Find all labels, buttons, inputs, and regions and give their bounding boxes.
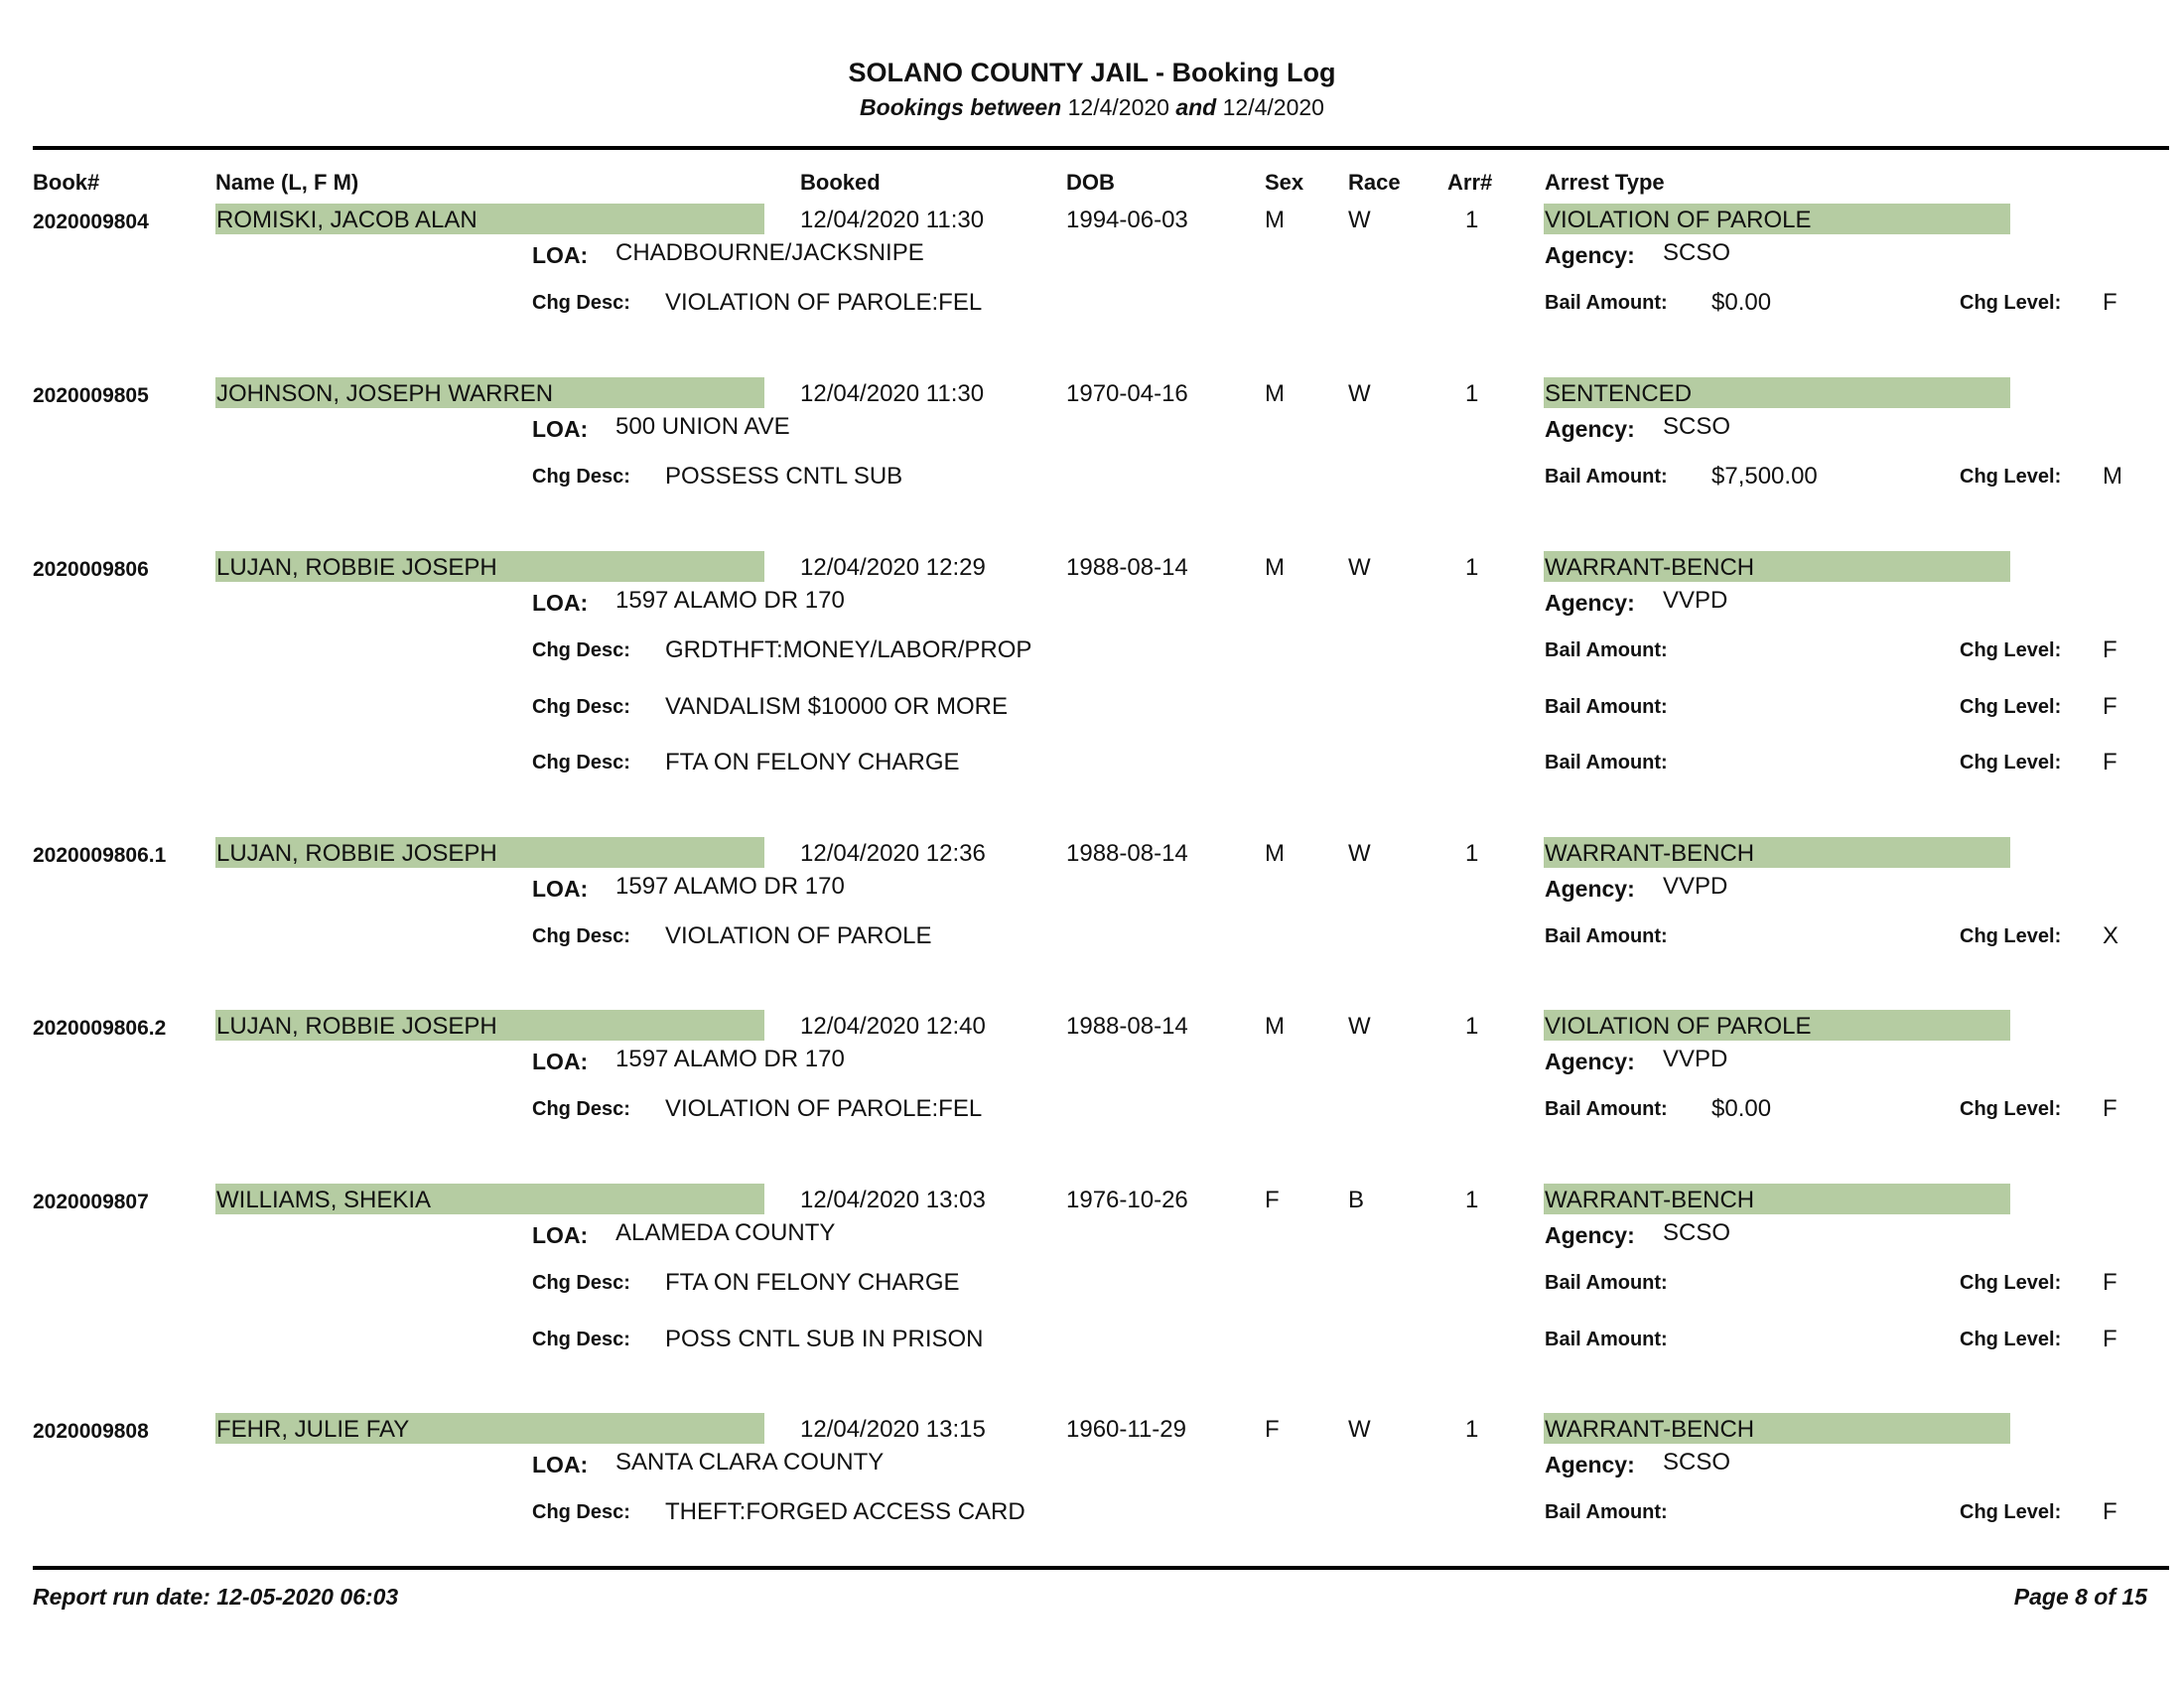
charge-level: F <box>2103 1326 2117 1352</box>
bail-amount-label: Bail Amount: <box>1545 1329 1668 1350</box>
arrest-type-highlight <box>1544 837 2010 868</box>
inmate-name: LUJAN, ROBBIE JOSEPH <box>216 840 497 867</box>
loa-label: LOA: <box>532 1452 589 1477</box>
inmate-name-highlight <box>215 1413 764 1444</box>
arrest-number: 1 <box>1465 840 1479 867</box>
charge-description: VIOLATION OF PAROLE <box>665 922 932 949</box>
agency-value: SCSO <box>1663 1219 1731 1246</box>
agency-label: Agency: <box>1545 590 1635 616</box>
charge-description: FTA ON FELONY CHARGE <box>665 1269 960 1296</box>
sex-value: F <box>1265 1187 1280 1213</box>
inmate-name: LUJAN, ROBBIE JOSEPH <box>216 554 497 581</box>
race-value: B <box>1348 1187 1365 1213</box>
bail-amount-label: Bail Amount: <box>1545 925 1668 947</box>
date-of-birth: 1988-08-14 <box>1066 554 1188 581</box>
charge-description: VIOLATION OF PAROLE:FEL <box>665 1095 983 1122</box>
booked-datetime: 12/04/2020 12:40 <box>800 1013 986 1040</box>
loa-label: LOA: <box>532 1222 589 1248</box>
bail-amount: $7,500.00 <box>1711 463 1818 490</box>
charge-level: F <box>2103 636 2117 663</box>
agency-label: Agency: <box>1545 1222 1635 1248</box>
booked-datetime: 12/04/2020 12:29 <box>800 554 986 581</box>
charge-description: VANDALISM $10000 OR MORE <box>665 693 1009 720</box>
book-number: 2020009807 <box>33 1191 149 1213</box>
charge-description: FTA ON FELONY CHARGE <box>665 749 960 775</box>
booked-datetime: 12/04/2020 12:36 <box>800 840 986 867</box>
arrest-type: WARRANT-BENCH <box>1545 1187 1755 1213</box>
report-title: SOLANO COUNTY JAIL - Booking Log <box>848 58 1336 87</box>
inmate-name-highlight <box>215 551 764 582</box>
arrest-type-highlight <box>1544 377 2010 408</box>
race-value: W <box>1348 207 1371 233</box>
date-of-birth: 1988-08-14 <box>1066 1013 1188 1040</box>
subtitle-prefix: Bookings between <box>860 94 1062 120</box>
agency-value: VVPD <box>1663 587 1728 614</box>
loa-value: 1597 ALAMO DR 170 <box>615 1046 845 1072</box>
inmate-name-highlight <box>215 1184 764 1214</box>
sex-value: M <box>1265 1013 1285 1040</box>
booked-datetime: 12/04/2020 13:15 <box>800 1416 986 1443</box>
loa-label: LOA: <box>532 416 589 442</box>
arrest-type: WARRANT-BENCH <box>1545 1416 1755 1443</box>
charge-level: F <box>2103 1269 2117 1296</box>
arrest-type-highlight <box>1544 551 2010 582</box>
bail-amount-label: Bail Amount: <box>1545 696 1668 718</box>
loa-label: LOA: <box>532 242 589 268</box>
charge-level: F <box>2103 749 2117 775</box>
loa-value: CHADBOURNE/JACKSNIPE <box>615 239 924 266</box>
race-value: W <box>1348 1416 1371 1443</box>
charge-level: F <box>2103 289 2117 316</box>
arrest-number: 1 <box>1465 1187 1479 1213</box>
race-value: W <box>1348 840 1371 867</box>
inmate-name-highlight <box>215 377 764 408</box>
loa-label: LOA: <box>532 1049 589 1074</box>
bail-amount: $0.00 <box>1711 1095 1772 1122</box>
inmate-name: WILLIAMS, SHEKIA <box>216 1187 432 1213</box>
charge-desc-label: Chg Desc: <box>532 466 630 488</box>
arrest-number: 1 <box>1465 1013 1479 1040</box>
charge-level-label: Chg Level: <box>1960 752 2062 774</box>
sex-value: F <box>1265 1416 1280 1443</box>
agency-value: SCSO <box>1663 1449 1731 1476</box>
arrest-number: 1 <box>1465 554 1479 581</box>
sex-value: M <box>1265 380 1285 407</box>
arrest-type-highlight <box>1544 1010 2010 1041</box>
arrest-type: VIOLATION OF PAROLE <box>1545 1013 1812 1040</box>
bail-amount: $0.00 <box>1711 289 1772 316</box>
loa-value: 1597 ALAMO DR 170 <box>615 587 845 614</box>
charge-description: VIOLATION OF PAROLE:FEL <box>665 289 983 316</box>
arrest-type-highlight <box>1544 1413 2010 1444</box>
charge-level: X <box>2103 922 2119 949</box>
date-of-birth: 1976-10-26 <box>1066 1187 1188 1213</box>
charge-desc-label: Chg Desc: <box>532 925 630 947</box>
charge-desc-label: Chg Desc: <box>532 1329 630 1350</box>
book-number: 2020009806 <box>33 558 149 581</box>
subtitle-and: and <box>1175 94 1217 120</box>
charge-description: POSS CNTL SUB IN PRISON <box>665 1326 984 1352</box>
booked-datetime: 12/04/2020 11:30 <box>800 207 985 233</box>
charge-level-label: Chg Level: <box>1960 292 2062 314</box>
book-number: 2020009808 <box>33 1420 149 1443</box>
arrest-type: WARRANT-BENCH <box>1545 554 1755 581</box>
charge-level-label: Chg Level: <box>1960 1329 2062 1350</box>
agency-value: VVPD <box>1663 873 1728 900</box>
col-sex: Sex <box>1265 170 1304 195</box>
charge-level: F <box>2103 693 2117 720</box>
bail-amount-label: Bail Amount: <box>1545 1501 1668 1523</box>
arrest-number: 1 <box>1465 1416 1479 1443</box>
report-subtitle <box>0 94 2184 121</box>
charge-description: THEFT:FORGED ACCESS CARD <box>665 1498 1025 1525</box>
race-value: W <box>1348 1013 1371 1040</box>
charge-desc-label: Chg Desc: <box>532 639 630 661</box>
book-number: 2020009806.1 <box>33 844 167 867</box>
arrest-number: 1 <box>1465 207 1479 233</box>
agency-value: SCSO <box>1663 413 1731 440</box>
arrest-type: WARRANT-BENCH <box>1545 840 1755 867</box>
agency-label: Agency: <box>1545 242 1635 268</box>
inmate-name-highlight <box>215 204 764 234</box>
arrest-type-highlight <box>1544 204 2010 234</box>
charge-level-label: Chg Level: <box>1960 696 2062 718</box>
arrest-type: SENTENCED <box>1545 380 1693 407</box>
bail-amount-label: Bail Amount: <box>1545 1272 1668 1294</box>
inmate-name: FEHR, JULIE FAY <box>216 1416 410 1443</box>
booked-datetime: 12/04/2020 13:03 <box>800 1187 986 1213</box>
charge-level-label: Chg Level: <box>1960 1501 2062 1523</box>
charge-desc-label: Chg Desc: <box>532 752 630 774</box>
booked-datetime: 12/04/2020 11:30 <box>800 380 985 407</box>
col-dob: DOB <box>1066 170 1115 195</box>
col-book: Book# <box>33 170 100 195</box>
loa-value: 500 UNION AVE <box>615 413 790 440</box>
date-of-birth: 1970-04-16 <box>1066 380 1188 407</box>
date-of-birth: 1994-06-03 <box>1066 207 1188 233</box>
header-rule <box>33 146 2169 150</box>
charge-desc-label: Chg Desc: <box>532 1272 630 1294</box>
arrest-type-highlight <box>1544 1184 2010 1214</box>
bail-amount-label: Bail Amount: <box>1545 466 1668 488</box>
bail-amount-label: Bail Amount: <box>1545 1098 1668 1120</box>
bail-amount-label: Bail Amount: <box>1545 639 1668 661</box>
charge-level-label: Chg Level: <box>1960 1098 2062 1120</box>
footer-rule <box>33 1566 2169 1570</box>
report-run-date: Report run date: 12-05-2020 06:03 <box>33 1584 399 1610</box>
charge-level: M <box>2103 463 2122 490</box>
race-value: W <box>1348 380 1371 407</box>
charge-level-label: Chg Level: <box>1960 639 2062 661</box>
book-number: 2020009805 <box>33 384 149 407</box>
col-name: Name (L, F M) <box>215 170 359 195</box>
loa-value: 1597 ALAMO DR 170 <box>615 873 845 900</box>
charge-desc-label: Chg Desc: <box>532 1098 630 1120</box>
agency-label: Agency: <box>1545 876 1635 902</box>
charge-description: GRDTHFT:MONEY/LABOR/PROP <box>665 636 1032 663</box>
race-value: W <box>1348 554 1371 581</box>
loa-value: ALAMEDA COUNTY <box>615 1219 836 1246</box>
bail-amount-label: Bail Amount: <box>1545 752 1668 774</box>
charge-description: POSSESS CNTL SUB <box>665 463 903 490</box>
inmate-name: LUJAN, ROBBIE JOSEPH <box>216 1013 497 1040</box>
date-to: 12/4/2020 <box>1222 94 1324 120</box>
col-booked: Booked <box>800 170 881 195</box>
sex-value: M <box>1265 554 1285 581</box>
agency-value: VVPD <box>1663 1046 1728 1072</box>
loa-value: SANTA CLARA COUNTY <box>615 1449 885 1476</box>
bail-amount-label: Bail Amount: <box>1545 292 1668 314</box>
agency-value: SCSO <box>1663 239 1731 266</box>
charge-level: F <box>2103 1498 2117 1525</box>
charge-level-label: Chg Level: <box>1960 925 2062 947</box>
inmate-name-highlight <box>215 1010 764 1041</box>
inmate-name-highlight <box>215 837 764 868</box>
sex-value: M <box>1265 840 1285 867</box>
col-arr: Arr# <box>1447 170 1493 195</box>
arrest-number: 1 <box>1465 380 1479 407</box>
sex-value: M <box>1265 207 1285 233</box>
agency-label: Agency: <box>1545 416 1635 442</box>
page-number: Page 8 of 15 <box>2013 1584 2147 1610</box>
col-arrest-type: Arrest Type <box>1545 170 1665 195</box>
date-from: 12/4/2020 <box>1067 94 1169 120</box>
agency-label: Agency: <box>1545 1452 1635 1477</box>
loa-label: LOA: <box>532 590 589 616</box>
col-race: Race <box>1348 170 1401 195</box>
agency-label: Agency: <box>1545 1049 1635 1074</box>
book-number: 2020009806.2 <box>33 1017 167 1040</box>
book-number: 2020009804 <box>33 211 149 233</box>
inmate-name: ROMISKI, JACOB ALAN <box>216 207 478 233</box>
charge-level-label: Chg Level: <box>1960 466 2062 488</box>
arrest-type: VIOLATION OF PAROLE <box>1545 207 1812 233</box>
charge-level-label: Chg Level: <box>1960 1272 2062 1294</box>
charge-desc-label: Chg Desc: <box>532 292 630 314</box>
inmate-name: JOHNSON, JOSEPH WARREN <box>216 380 554 407</box>
charge-desc-label: Chg Desc: <box>532 696 630 718</box>
date-of-birth: 1988-08-14 <box>1066 840 1188 867</box>
date-of-birth: 1960-11-29 <box>1066 1416 1186 1443</box>
loa-label: LOA: <box>532 876 589 902</box>
charge-desc-label: Chg Desc: <box>532 1501 630 1523</box>
charge-level: F <box>2103 1095 2117 1122</box>
